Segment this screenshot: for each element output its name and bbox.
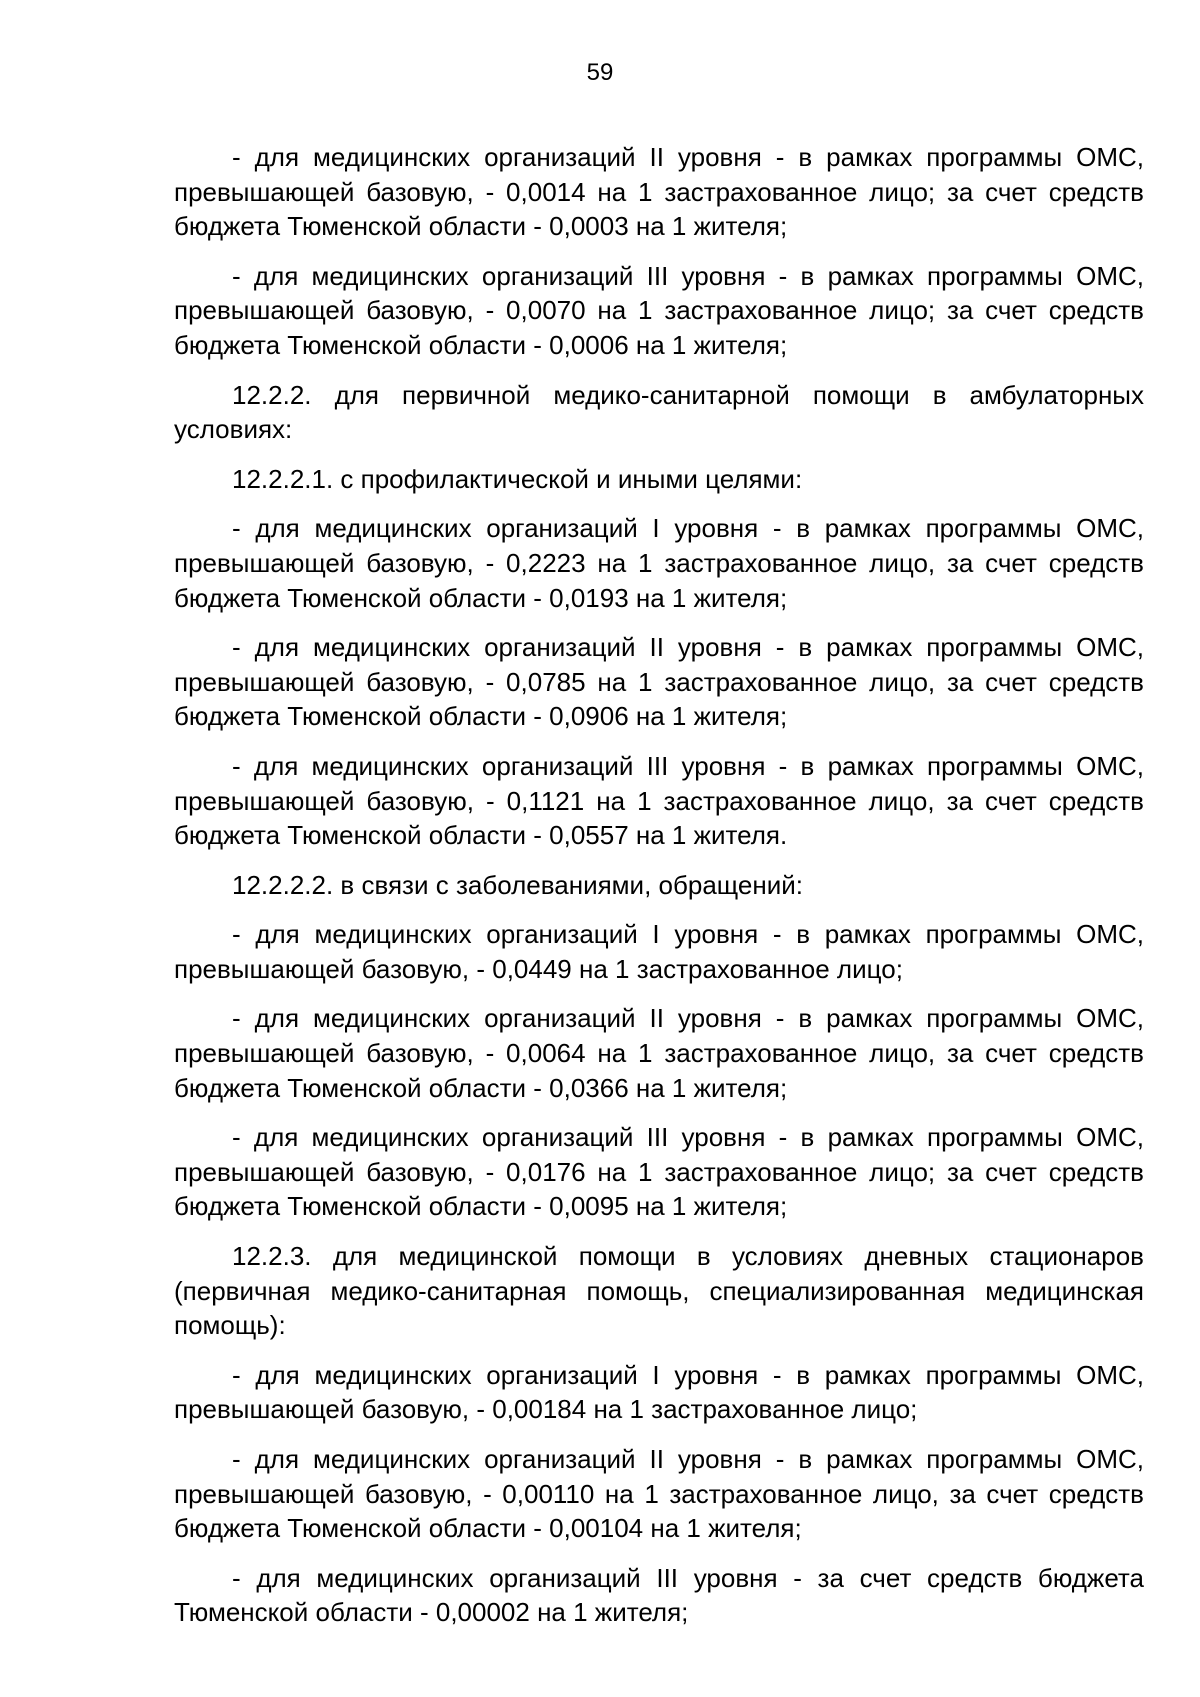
section-heading: 12.2.3. для медицинской помощи в условиях дневных стационаров (первичная медико-санитарная помощь, специализированная медицинская помощь): <box>174 1241 1144 1341</box>
paragraph: - для медицинских организаций I уровня - в рамках программы ОМС, превышающей базовую, - 0,0449 на 1 застрахованное лицо; <box>174 919 1144 984</box>
subsection-heading: 12.2.2.2. в связи с заболеваниями, обращений: <box>232 869 803 900</box>
document-body <box>174 140 1144 1645</box>
paragraph: - для медицинских организаций III уровня - за счет средств бюджета Тюменской области - 0,00002 на 1 жителя; <box>174 1562 1144 1628</box>
paragraph: - для медицинских организаций III уровня - в рамках программы ОМС, превышающей базовую, - 0,1121 на 1 застрахованное лицо, за счет средств бюджета Тюменской области - 0,0557 на 1 жителя. <box>174 750 1144 851</box>
paragraph: - для медицинских организаций III уровня - в рамках программы ОМС, превышающей базовую, - 0,0070 на 1 застрахованное лицо; за счет средств бюджета Тюменской области - 0,0006 на 1 жителя; <box>174 260 1144 360</box>
paragraph: - для медицинских организаций II уровня - в рамках программы ОМС, превышающей базовую, - 0,0014 на 1 застрахованное лицо; за счет средств бюджета Тюменской области - 0,0003 на 1 жителя; <box>174 142 1144 242</box>
page-number: 59 <box>586 59 614 86</box>
paragraph: - для медицинских организаций II уровня - в рамках программы ОМС, превышающей базовую, - 0,00110 на 1 застрахованное лицо, за счет средств бюджета Тюменской области - 0,00104 на 1 жителя; <box>174 1444 1144 1544</box>
section-heading: 12.2.2. для первичной медико-санитарной помощи в амбулаторных условиях: <box>174 379 1144 445</box>
paragraph: - для медицинских организаций III уровня - в рамках программы ОМС, превышающей базовую, - 0,0176 на 1 застрахованное лицо; за счет средств бюджета Тюменской области - 0,0095 на 1 жителя; <box>174 1122 1144 1222</box>
paragraph: - для медицинских организаций II уровня - в рамках программы ОМС, превышающей базовую, - 0,0064 на 1 застрахованное лицо, за счет средств бюджета Тюменской области - 0,0366 на 1 жителя; <box>174 1003 1144 1103</box>
paragraph: - для медицинских организаций II уровня - в рамках программы ОМС, превышающей базовую, - 0,0785 на 1 застрахованное лицо, за счет средств бюджета Тюменской области - 0,0906 на 1 жителя; <box>174 632 1144 732</box>
paragraph: - для медицинских организаций I уровня - в рамках программы ОМС, превышающей базовую, - 0,2223 на 1 застрахованное лицо, за счет средств бюджета Тюменской области - 0,0193 на 1 жителя; <box>174 513 1144 613</box>
paragraph: - для медицинских организаций I уровня - в рамках программы ОМС, превышающей базовую, - 0,00184 на 1 застрахованное лицо; <box>174 1359 1144 1425</box>
subsection-heading: 12.2.2.1. с профилактической и иными целями: <box>232 463 803 494</box>
